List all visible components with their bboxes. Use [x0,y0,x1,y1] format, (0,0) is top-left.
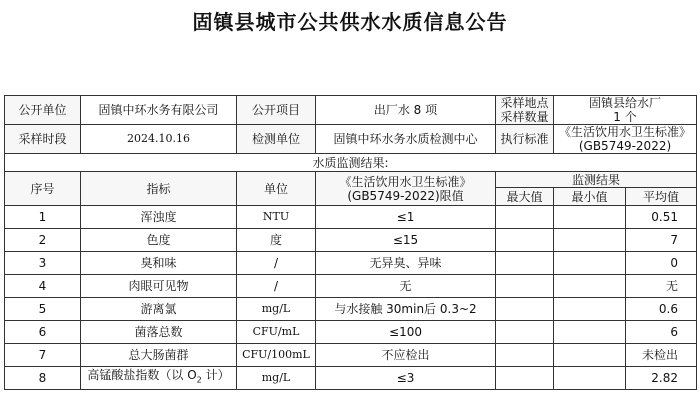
row-avg: 无 [626,275,697,298]
row-unit: CFU/mL [237,321,316,344]
standard-line1: 《生活饮用水卫生标准》 [559,125,692,139]
row-no: 1 [5,206,81,229]
header-row-1 [5,172,697,188]
row-limit: ≤3 [316,367,496,390]
row-no: 6 [5,321,81,344]
row-indicator [81,367,237,390]
time-value: 2024.10.16 [81,125,237,154]
results-title: 水质监测结果: [5,154,697,172]
row-max [496,344,554,367]
row-limit: 与水接触 30min后 0.3~2 [316,298,496,321]
item-value: 出厂水 8 项 [316,96,496,125]
standard-value [554,125,697,154]
item-label: 公开项目 [237,96,316,125]
row-limit: 无 [316,275,496,298]
header-no: 序号 [5,172,81,206]
row-max [496,298,554,321]
row-indicator: 色度 [81,229,237,252]
row-avg: 2.82 [626,367,697,390]
row-no: 3 [5,252,81,275]
results-title-row [5,154,697,172]
row-indicator-tail: 计） [201,368,230,383]
table-row [5,298,697,321]
table-row [5,252,697,275]
row-min [554,252,626,275]
row-unit: CFU/100mL [237,344,316,367]
row-indicator-text: 高锰酸盐指数（以 O [87,368,197,383]
site-value: 固镇县给水厂 [589,96,662,110]
row-avg: 未检出 [626,344,697,367]
row-indicator-sub: 2 [196,375,202,385]
row-max [496,275,554,298]
row-indicator: 肉眼可见物 [81,275,237,298]
row-min [554,229,626,252]
publisher-value: 固镇中环水务有限公司 [81,96,237,125]
site-count-value [554,96,697,125]
row-limit: ≤15 [316,229,496,252]
row-limit: ≤100 [316,321,496,344]
row-min [554,367,626,390]
table-row [5,367,697,390]
row-no: 7 [5,344,81,367]
row-limit: 不应检出 [316,344,496,367]
header-avg: 平均值 [626,188,697,206]
row-limit: 无异臭、异味 [316,252,496,275]
header-indicator: 指标 [81,172,237,206]
header-limit-line2: (GB5749-2022)限值 [347,188,464,203]
row-no: 8 [5,367,81,390]
time-label: 采样时段 [5,125,81,154]
site-label: 采样地点 [500,96,549,110]
table-row [5,275,697,298]
standard-line2: (GB5749-2022) [578,139,672,153]
unit-label: 检测单位 [237,125,316,154]
site-count-label [496,96,554,125]
row-min [554,344,626,367]
row-avg: 0.6 [626,298,697,321]
info-row-1 [5,96,697,125]
row-indicator: 臭和味 [81,252,237,275]
row-avg: 6 [626,321,697,344]
row-no: 4 [5,275,81,298]
unit-value: 固镇中环水务水质检测中心 [316,125,496,154]
row-unit: mg/L [237,367,316,390]
row-min [554,206,626,229]
row-min [554,275,626,298]
header-limit-line1: 《生活饮用水卫生标准》 [339,174,472,189]
row-no: 2 [5,229,81,252]
row-unit: mg/L [237,298,316,321]
row-no: 5 [5,298,81,321]
water-quality-table [4,95,697,390]
info-row-2 [5,125,697,154]
header-unit: 单位 [237,172,316,206]
row-min [554,298,626,321]
table-row [5,229,697,252]
row-max [496,252,554,275]
header-min: 最小值 [554,188,626,206]
count-label: 采样数量 [500,110,549,124]
table-row [5,321,697,344]
publisher-label: 公开单位 [5,96,81,125]
row-max [496,367,554,390]
row-max [496,229,554,252]
row-indicator: 浑浊度 [81,206,237,229]
row-avg: 0.51 [626,206,697,229]
row-max [496,321,554,344]
row-limit: ≤1 [316,206,496,229]
row-indicator: 菌落总数 [81,321,237,344]
row-unit: NTU [237,206,316,229]
page-title: 固镇县城市公共供水水质信息公告 [192,10,508,34]
header-monitor: 监测结果 [496,172,697,188]
row-max [496,206,554,229]
header-limit [316,172,496,206]
standard-label: 执行标准 [496,125,554,154]
row-avg: 0 [626,252,697,275]
row-unit: 度 [237,229,316,252]
table-row [5,344,697,367]
table-row [5,206,697,229]
count-value: 1 个 [613,110,637,124]
row-unit: / [237,275,316,298]
row-indicator: 总大肠菌群 [81,344,237,367]
row-min [554,321,626,344]
row-avg: 7 [626,229,697,252]
header-max: 最大值 [496,188,554,206]
row-indicator: 游离氯 [81,298,237,321]
row-unit: / [237,252,316,275]
